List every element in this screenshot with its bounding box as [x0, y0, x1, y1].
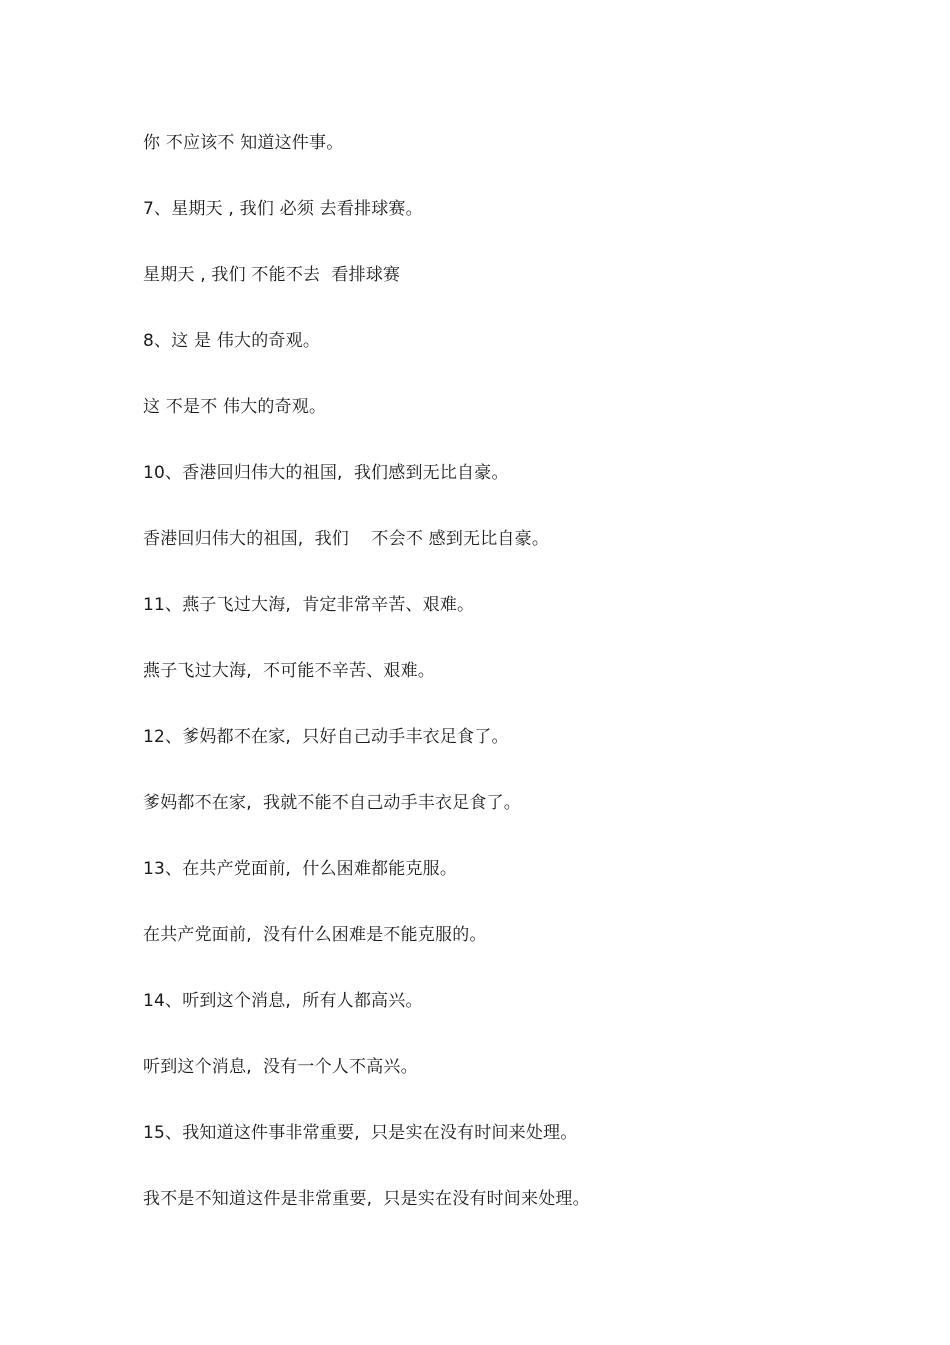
sentence-12: 12、爹妈都不在家, 只好自己动手丰衣足食了。 [143, 727, 509, 747]
text-line: 香港回归伟大的祖国, 我们 不会不 感到无比自豪。 [143, 529, 550, 549]
text-line: 你 不应该不 知道这件事。 [143, 133, 344, 153]
sentence-15: 15、我知道这件事非常重要, 只是实在没有时间来处理。 [143, 1123, 578, 1143]
text-line: 我不是不知道这件是非常重要, 只是实在没有时间来处理。 [143, 1189, 590, 1209]
sentence-8: 8、这 是 伟大的奇观。 [143, 331, 321, 351]
sentence-14: 14、听到这个消息, 所有人都高兴。 [143, 991, 423, 1011]
text-line: 这 不是不 伟大的奇观。 [143, 397, 327, 417]
text-line: 星期天 , 我们 不能不去 看排球赛 [143, 265, 401, 285]
sentence-10: 10、香港回归伟大的祖国, 我们感到无比自豪。 [143, 463, 509, 483]
sentence-11: 11、燕子飞过大海, 肯定非常辛苦、艰难。 [143, 595, 475, 615]
sentence-13: 13、在共产党面前, 什么困难都能克服。 [143, 859, 458, 879]
text-line: 燕子飞过大海, 不可能不辛苦、艰难。 [143, 661, 436, 681]
text-line: 爹妈都不在家, 我就不能不自己动手丰衣足食了。 [143, 793, 522, 813]
text-line: 在共产党面前, 没有什么困难是不能克服的。 [143, 925, 487, 945]
sentence-7: 7、星期天 , 我们 必须 去看排球赛。 [143, 199, 423, 219]
text-line: 听到这个消息, 没有一个人不高兴。 [143, 1057, 418, 1077]
